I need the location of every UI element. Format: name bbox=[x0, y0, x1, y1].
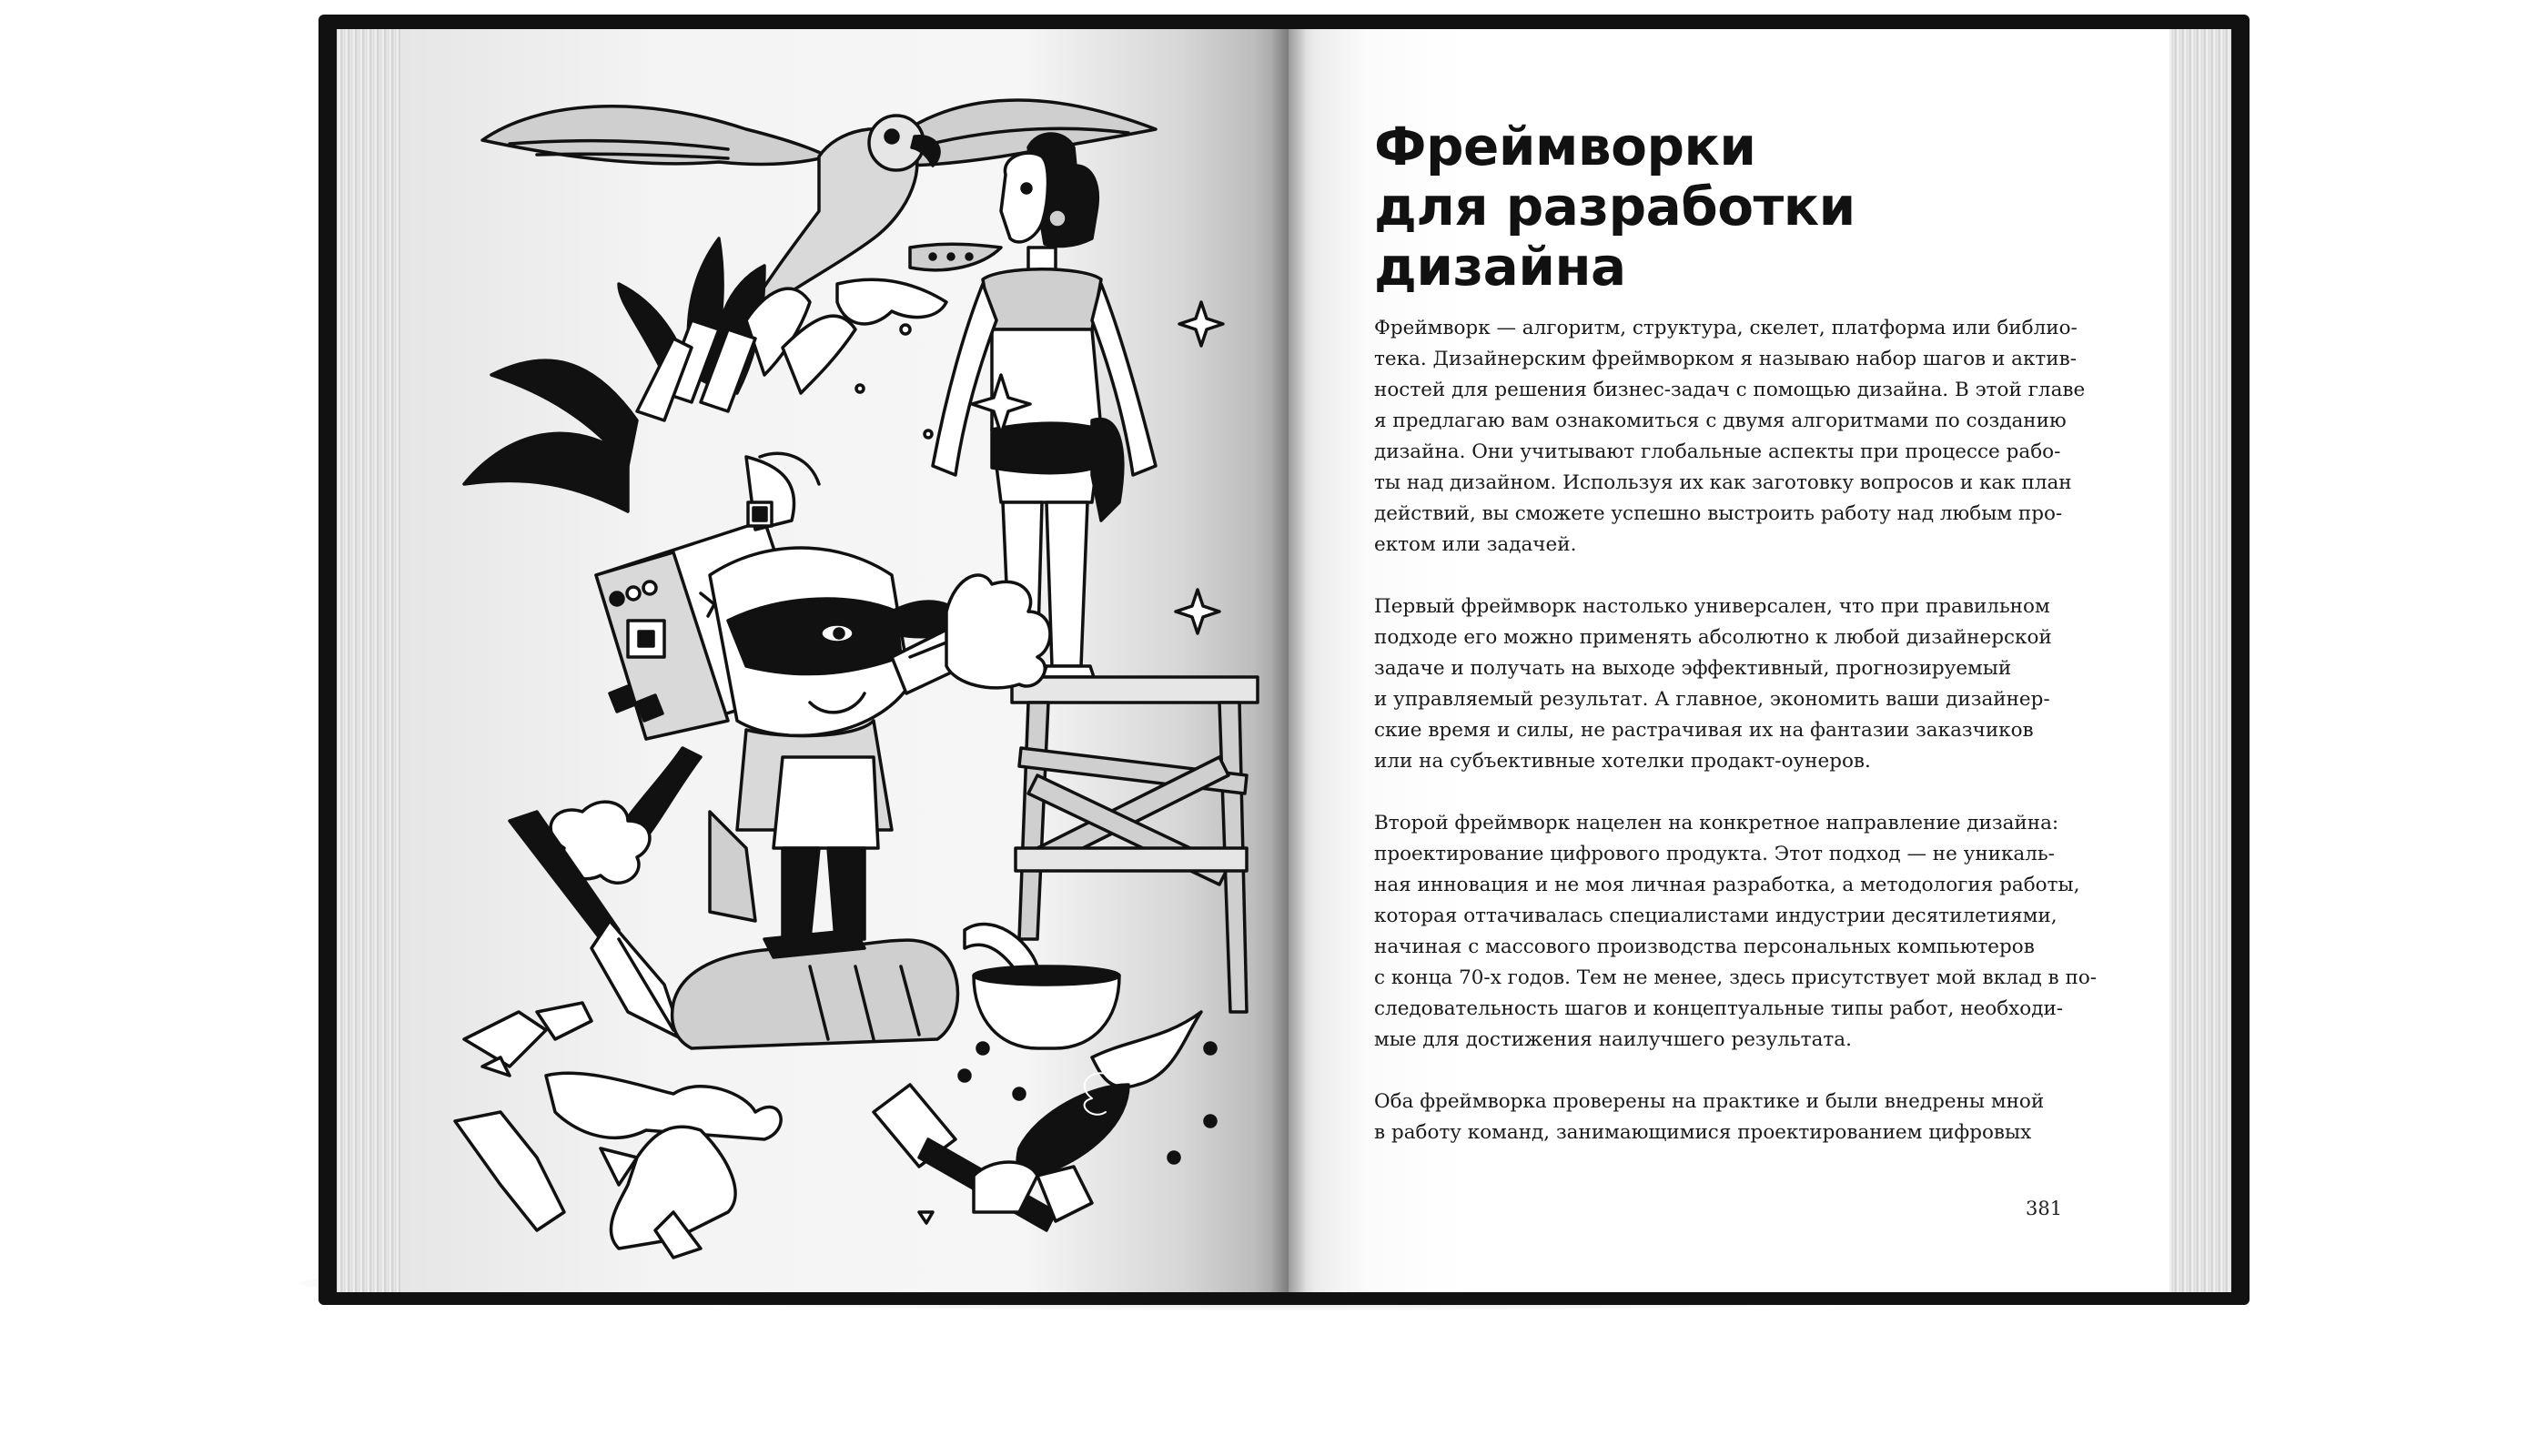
text-line: проектирование цифрового продукта. Этот подход — не уникаль- bbox=[1374, 843, 2055, 865]
text-line: Второй фреймворк нацелен на конкретное направление дизайна: bbox=[1374, 812, 2059, 834]
text-line: Оба фреймворка проверены на практике и были внедрены мной bbox=[1374, 1090, 2045, 1113]
text-line: Фреймворк — алгоритм, структура, скелет, платформа или библио- bbox=[1374, 317, 2078, 339]
chapter-title bbox=[1374, 116, 2120, 297]
text-line: начиная с массового производства персональных компьютеров bbox=[1374, 935, 2035, 958]
text-line: тека. Дизайнерским фреймворком я называю набор шагов и актив- bbox=[1374, 348, 2077, 370]
page-number: 381 bbox=[2026, 1198, 2063, 1219]
right-page bbox=[1289, 29, 2169, 1292]
text-line: в работу команд, занимающимися проектированием цифровых bbox=[1374, 1121, 2032, 1144]
pedestal-icon bbox=[1012, 677, 1258, 1012]
paragraph bbox=[1374, 313, 2086, 561]
text-line: ностей для решения бизнес-задач с помощью дизайна. В этой главе bbox=[1374, 379, 2086, 401]
boot-icon bbox=[672, 930, 958, 1048]
text-line: или на субъективные хотелки продакт-оунеров. bbox=[1374, 750, 1871, 773]
body-text bbox=[1374, 313, 2098, 1179]
text-line: дизайна. Они учитывают глобальные аспекты при процессе рабо- bbox=[1374, 440, 2061, 463]
text-line: ские время и силы, не растрачивая их на фантазии заказчиков bbox=[1374, 719, 2034, 742]
paragraph bbox=[1374, 1087, 2066, 1148]
aztec-warrior-sculptor-illustration-icon bbox=[400, 29, 1289, 1292]
chapter-title-line: Фреймворки bbox=[1374, 116, 1756, 177]
mortar-pestle-icon bbox=[965, 925, 1119, 1048]
text-line: следовательность шагов и концептуальные типы работ, необходи- bbox=[1374, 997, 2064, 1020]
text-line: ная инновация и не моя личная разработка, а методология работы, bbox=[1374, 874, 2080, 896]
text-line: и управляемый результат. А главное, экономить ваши дизайнер- bbox=[1374, 688, 2050, 711]
text-line: действий, вы сможете успешно выстроить работу над любым про- bbox=[1374, 502, 2063, 525]
page-stack-right bbox=[2166, 29, 2231, 1292]
page-stack-left bbox=[337, 29, 402, 1292]
text-line: подходе его можно применять абсолютно к любой дизайнерской bbox=[1374, 626, 2052, 649]
text-line: я предлагаю вам ознакомиться с двумя алгоритмами по созданию bbox=[1374, 410, 2067, 432]
book-spine-shadow bbox=[1270, 29, 1307, 1292]
text-line: которая оттачивалась специалистами индустрии десятилетиями, bbox=[1374, 905, 2058, 927]
chapter-title-line: для разработки дизайна bbox=[1374, 176, 1855, 298]
text-line: ты над дизайном. Используя их как заготовку вопросов и как план bbox=[1374, 471, 2072, 494]
left-page bbox=[400, 29, 1289, 1292]
text-line: ектом или задачей. bbox=[1374, 533, 1577, 556]
paragraph bbox=[1374, 592, 2066, 777]
text-line: задаче и получать на выходе эффективный, прогнозируемый bbox=[1374, 657, 2012, 680]
text-line: Первый фреймворк настолько универсален, что при правильном bbox=[1374, 595, 2050, 618]
text-line: мые для достижения наилучшего результата. bbox=[1374, 1028, 1852, 1051]
text-line: с конца 70-х годов. Тем не менее, здесь присутствует мой вклад в по- bbox=[1374, 966, 2098, 989]
paragraph bbox=[1374, 808, 2098, 1056]
